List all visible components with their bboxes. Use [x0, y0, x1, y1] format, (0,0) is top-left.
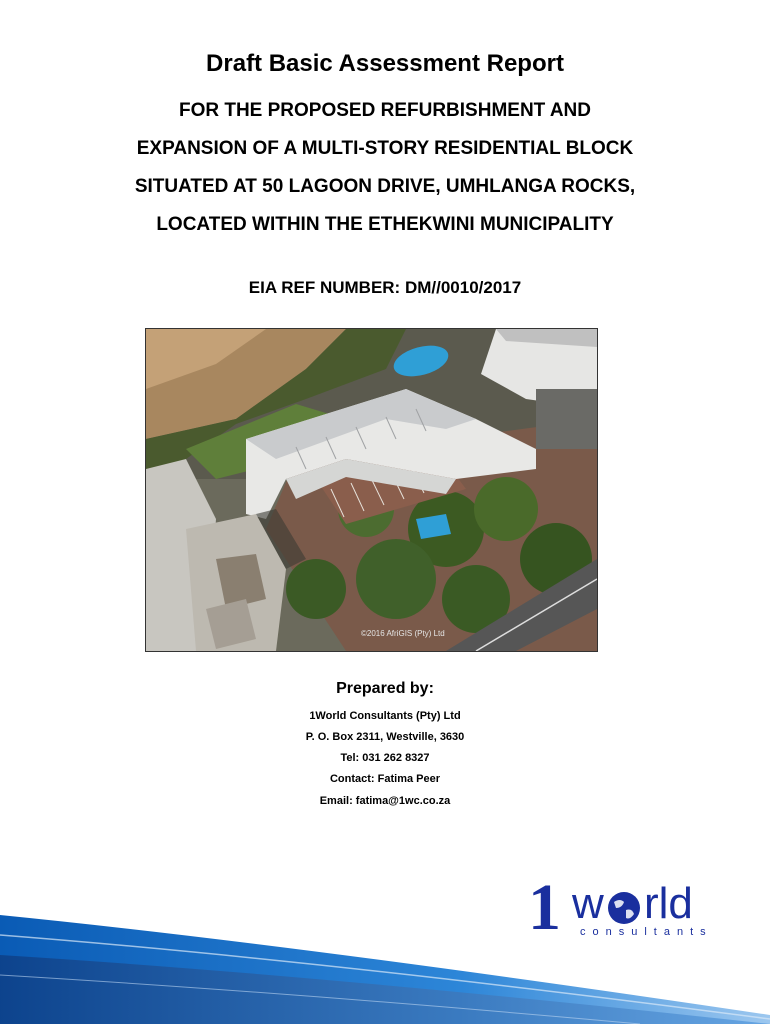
subtitle-line: FOR THE PROPOSED REFURBISHMENT AND — [178, 100, 592, 121]
email-address: Email: fatima@1wc.co.za — [319, 795, 451, 807]
telephone: Tel: 031 262 8327 — [340, 752, 430, 764]
logo-word-end: rld — [644, 879, 693, 928]
logo-number: 1 — [528, 871, 561, 944]
report-title: Draft Basic Assessment Report — [206, 50, 564, 77]
aerial-photo — [145, 328, 598, 652]
subtitle-line: EXPANSION OF A MULTI-STORY RESIDENTIAL BLOCK — [136, 138, 634, 159]
contact-person: Contact: Fatima Peer — [329, 773, 441, 785]
subtitle-line: LOCATED WITHIN THE ETHEKWINI MUNICIPALITY — [156, 214, 614, 235]
prepared-by-heading: Prepared by: — [336, 680, 434, 697]
eia-reference-number: EIA REF NUMBER: DM//0010/2017 — [248, 278, 522, 297]
aerial-photo-illustration — [146, 329, 597, 651]
photo-watermark: ©2016 AfriGIS (Pty) Ltd — [361, 629, 445, 638]
company-name: 1World Consultants (Pty) Ltd — [309, 710, 461, 722]
logo-word-start: w — [572, 879, 604, 928]
report-subtitle — [40, 92, 730, 244]
subtitle-line: SITUATED AT 50 LAGOON DRIVE, UMHLANGA ROCKS, — [134, 176, 636, 197]
footer-wave-decoration — [0, 905, 770, 1024]
postal-address: P. O. Box 2311, Westville, 3630 — [305, 731, 465, 743]
logo-tagline: consultants — [580, 926, 713, 938]
